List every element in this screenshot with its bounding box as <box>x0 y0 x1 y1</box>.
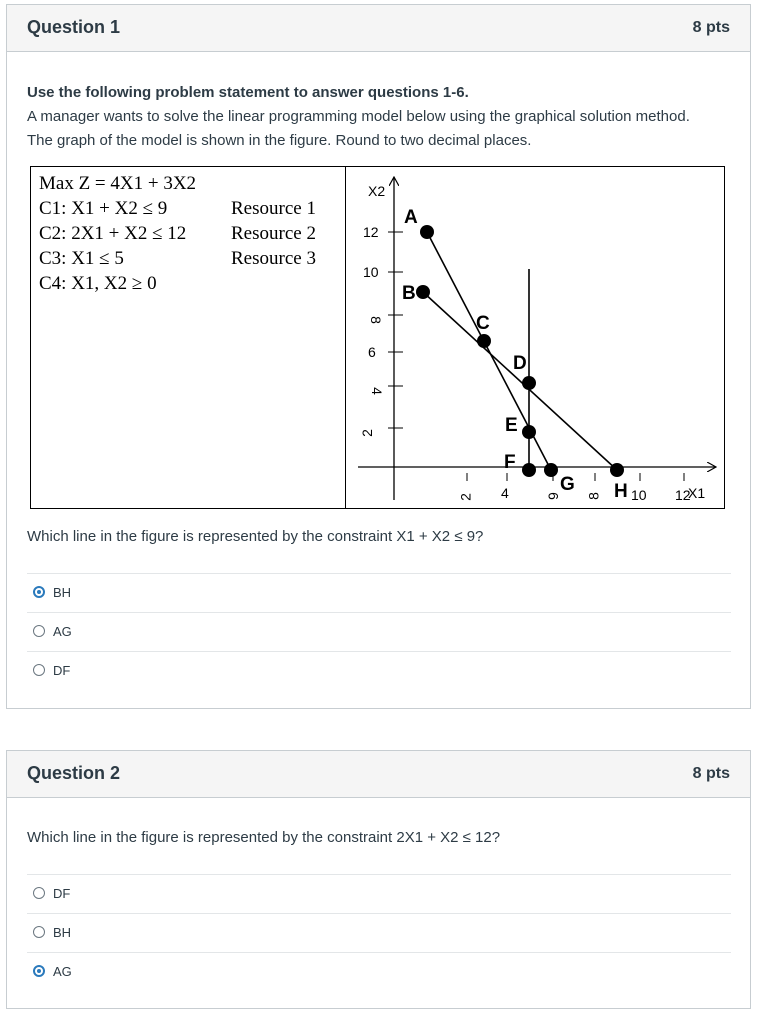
question-2-card <box>6 750 751 1009</box>
constraint-c3: C3: X1 ≤ 5 <box>39 248 124 269</box>
point-f <box>522 463 536 477</box>
q1-option-bh-label[interactable]: BH <box>53 585 72 600</box>
question-1-header <box>7 5 750 52</box>
y-tick-2: 2 <box>359 429 375 437</box>
resource-3-label: Resource 3 <box>231 248 316 269</box>
question-2-prompt: Which line in the figure is represented by the constraint 2X1 + X2 ≤ 12? <box>27 829 501 846</box>
y-ticks <box>388 232 403 428</box>
y-tick-4: 4 <box>369 387 385 395</box>
point-label-b: B <box>402 283 416 304</box>
q1-option-ag[interactable] <box>27 612 731 651</box>
lp-model <box>39 171 316 296</box>
q1-option-ag-radio[interactable] <box>33 625 45 637</box>
y-tick-6: 6 <box>368 344 376 360</box>
question-2-header <box>7 751 750 798</box>
point-c <box>477 334 491 348</box>
problem-statement-line-2: The graph of the model is shown in the figure. Round to two decimal places. <box>27 132 532 149</box>
q1-option-df-radio[interactable] <box>33 664 45 676</box>
point-label-c: C <box>476 313 490 334</box>
point-label-f: F <box>504 452 516 473</box>
x-tick-12: 12 <box>675 487 691 503</box>
x-tick-6: 6 <box>545 492 562 500</box>
x-tick-8: 8 <box>585 492 602 500</box>
constraint-c1: C1: X1 + X2 ≤ 9 <box>39 198 168 219</box>
q2-option-df[interactable] <box>27 874 731 913</box>
q2-option-bh-radio[interactable] <box>33 926 45 938</box>
q1-option-df-label[interactable]: DF <box>53 663 71 678</box>
resource-2-label: Resource 2 <box>231 223 316 244</box>
x-ticks <box>467 473 684 481</box>
point-d <box>522 376 536 390</box>
point-h <box>610 463 624 477</box>
y-tick-12: 12 <box>363 224 379 240</box>
problem-intro <box>27 81 469 105</box>
q1-option-df[interactable] <box>27 651 731 690</box>
point-label-a: A <box>404 207 418 228</box>
point-e <box>522 425 536 439</box>
y-tick-10: 10 <box>363 264 379 280</box>
question-1-prompt: Which line in the figure is represented by the constraint X1 + X2 ≤ 9? <box>27 528 484 545</box>
lp-figure <box>30 166 725 509</box>
q2-option-ag-label[interactable]: AG <box>53 964 72 979</box>
point-label-d: D <box>513 353 527 374</box>
question-1-title: Question 1 <box>27 17 121 37</box>
y-tick-8: 8 <box>368 316 384 324</box>
problem-statement-line-1: A manager wants to solve the linear programming model below using the graphical solution method. <box>27 108 690 125</box>
q1-option-bh[interactable] <box>27 573 731 612</box>
q2-option-ag[interactable] <box>27 952 731 991</box>
q2-option-bh-label[interactable]: BH <box>53 925 72 940</box>
question-2-title: Question 2 <box>27 763 121 783</box>
point-a <box>420 225 434 239</box>
question-2-points: 8 pts <box>692 765 730 782</box>
point-labels <box>402 207 628 502</box>
y-tick-labels <box>359 224 385 437</box>
x-tick-2: 2 <box>457 493 474 501</box>
point-label-e: E <box>505 415 518 436</box>
question-1-card <box>6 4 751 709</box>
point-label-h: H <box>614 481 628 502</box>
x2-axis-label: X2 <box>368 183 386 199</box>
objective-function: Max Z = 4X1 + 3X2 <box>39 173 197 194</box>
x-tick-10: 10 <box>631 487 647 503</box>
resource-1-label: Resource 1 <box>231 198 316 219</box>
problem-intro-bold: Use the following problem statement to answer questions 1-6. <box>27 84 469 101</box>
constraint-line-bh <box>423 292 617 470</box>
point-b <box>416 285 430 299</box>
q2-option-bh[interactable] <box>27 913 731 952</box>
q2-option-ag-radio[interactable] <box>33 965 45 977</box>
x1-axis-label: X1 <box>688 485 706 501</box>
q1-option-ag-label[interactable]: AG <box>53 624 72 639</box>
question-2-answers <box>27 874 731 991</box>
question-1-points: 8 pts <box>692 19 730 36</box>
q2-option-df-radio[interactable] <box>33 887 45 899</box>
point-label-g: G <box>560 474 575 495</box>
question-1-answers <box>27 573 731 690</box>
x-tick-4: 4 <box>501 485 509 501</box>
point-g <box>544 463 558 477</box>
constraint-c4: C4: X1, X2 ≥ 0 <box>39 273 157 294</box>
constraint-c2: C2: 2X1 + X2 ≤ 12 <box>39 223 187 244</box>
corner-points <box>416 225 624 477</box>
q1-option-bh-radio[interactable] <box>33 586 45 598</box>
q2-option-df-label[interactable]: DF <box>53 886 71 901</box>
lp-graph <box>346 167 724 508</box>
